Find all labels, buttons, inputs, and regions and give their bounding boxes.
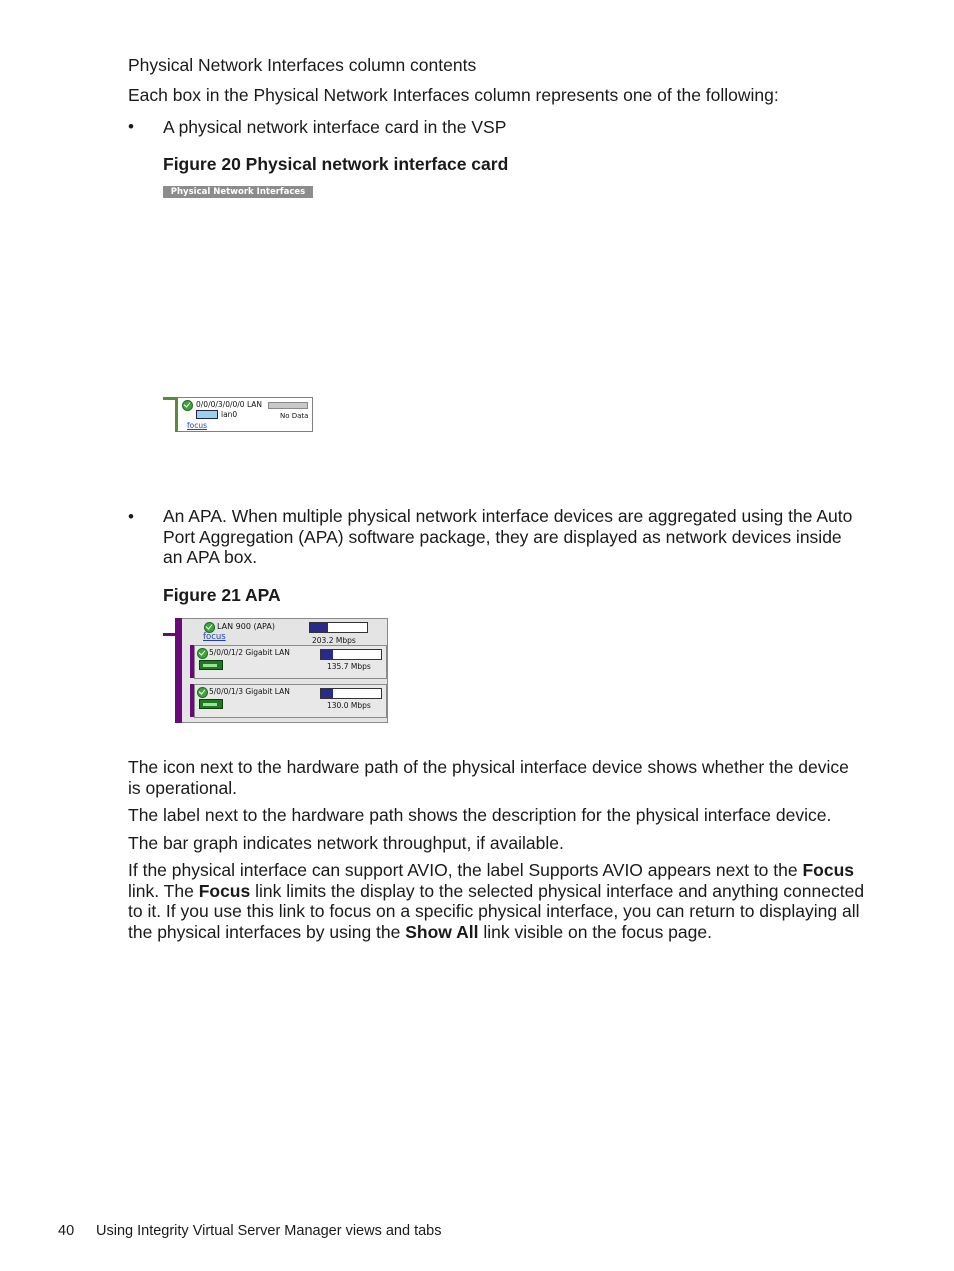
footer-title: Using Integrity Virtual Server Manager views and tabs	[96, 1223, 442, 1239]
member-throughput-bar	[320, 688, 382, 699]
figure-20-caption: Figure 20 Physical network interface card	[163, 154, 509, 174]
connector-line	[163, 397, 175, 400]
bullet-text-apa: An APA. When multiple physical network interface devices are aggregated using the Auto Port Aggregation (APA) software package, they are displayed as network devices inside an APA box.	[163, 506, 853, 567]
section-title: Physical Network Interfaces column contents	[128, 55, 477, 75]
paragraph-icon-status: The icon next to the hardware path of the physical interface device shows whether the device is operational.	[128, 757, 849, 798]
paragraph-text: link limits the display to the selected physical interface and anything connected to it. If you use this link to focus on a specific physical interface, you can return to displaying all the physical interfaces by using the	[128, 880, 865, 942]
bullet-marker: •	[128, 117, 134, 136]
nic-focus-link[interactable]: focus	[187, 421, 208, 430]
nic-throughput-label: No Data	[280, 412, 309, 420]
show-all-term: Show All	[405, 921, 479, 942]
member-throughput-bar	[320, 649, 382, 660]
paragraph-text: If the physical interface can support AVIO, the label Supports AVIO appears next to the	[128, 860, 803, 880]
paragraph-text: link visible on the focus page.	[478, 921, 712, 942]
apa-box	[175, 618, 388, 723]
apa-member-device	[194, 645, 387, 679]
apa-throughput-bar	[309, 622, 368, 633]
member-throughput-fill	[321, 650, 333, 659]
bullet-marker: •	[128, 507, 134, 526]
network-card-icon	[196, 410, 218, 419]
apa-label: LAN 900 (APA)	[217, 622, 275, 631]
apa-focus-link[interactable]: focus	[203, 632, 226, 642]
paragraph-text: link. The	[128, 880, 199, 901]
focus-term: Focus	[802, 860, 855, 880]
focus-term: Focus	[198, 880, 251, 901]
throughput-bar	[268, 402, 308, 409]
bullet-text-nic: A physical network interface card in the VSP	[163, 117, 507, 137]
member-throughput-label: 135.7 Mbps	[327, 662, 371, 671]
member-label: 5/0/0/1/2 Gigabit LAN	[209, 648, 290, 657]
paragraph-label: The label next to the hardware path shows the description for the physical interface device.	[128, 805, 832, 825]
member-label: 5/0/0/1/3 Gigabit LAN	[209, 687, 290, 696]
apa-throughput-label: 203.2 Mbps	[312, 636, 356, 645]
pni-column-header: Physical Network Interfaces	[163, 186, 313, 198]
paragraph-bar-graph: The bar graph indicates network throughput, if available.	[128, 833, 564, 853]
member-throughput-label: 130.0 Mbps	[327, 701, 371, 710]
connector-line-vertical	[175, 397, 178, 432]
network-card-icon	[199, 699, 223, 709]
status-ok-icon	[197, 648, 208, 659]
apa-member-device	[194, 684, 387, 718]
nic-device-path: 0/0/0/3/0/0/0 LAN	[196, 400, 263, 409]
member-throughput-fill	[321, 689, 333, 698]
intro-text: Each box in the Physical Network Interfaces column represents one of the following:	[128, 85, 779, 105]
status-ok-icon	[182, 400, 193, 411]
apa-connector-vertical	[175, 618, 182, 723]
nic-interface-name: lan0	[221, 410, 238, 419]
paragraph-focus	[128, 860, 870, 942]
apa-throughput-fill	[310, 623, 328, 632]
status-ok-icon	[197, 687, 208, 698]
nic-box	[175, 397, 313, 432]
figure-21-caption: Figure 21 APA	[163, 585, 281, 605]
network-card-icon	[199, 660, 223, 670]
page-number: 40	[58, 1223, 75, 1239]
